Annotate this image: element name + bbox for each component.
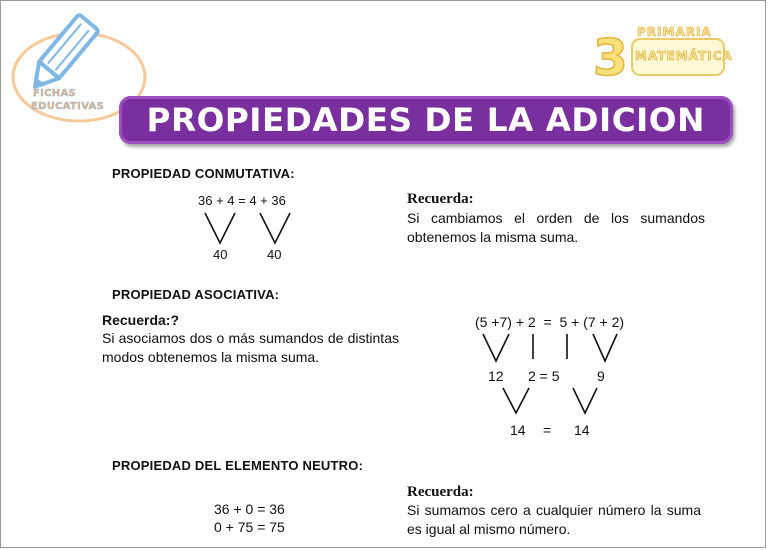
asociativa-mid-c: 9 (597, 368, 605, 384)
asociativa-final-eq: = (543, 422, 552, 438)
recuerda-title-neutro: Recuerda: (407, 484, 474, 500)
grade-number: 3 (593, 29, 628, 87)
badge-level: PRIMARIA (637, 25, 712, 39)
recuerda-body-neutro: Si sumamos cero a cualquier número la suma es igual al mismo número. (407, 502, 701, 537)
asociativa-mid-b: 2 = 5 (528, 368, 560, 384)
heading-conmutativa: PROPIEDAD CONMUTATIVA: (112, 166, 295, 181)
equation-neutro-1: 36 + 0 = 36 (214, 501, 285, 517)
heading-asociativa: PROPIEDAD ASOCIATIVA: (112, 287, 280, 302)
recuerda-body-conmutativa: Si cambiamos el orden de los sumandos obtenemos la misma suma. (407, 210, 705, 245)
equation-asociativa: (5 +7) + 2 = 5 + (7 + 2) (475, 314, 625, 330)
result-right-conmutativa: 40 (267, 247, 282, 262)
asociativa-final-right: 14 (574, 422, 590, 438)
asociativa-mid-a: 12 (488, 368, 504, 384)
equation-conmutativa: 36 + 4 = 4 + 36 (198, 193, 286, 208)
badge-subject: MATEMÁTICA (635, 49, 733, 63)
logo-text-line1: FICHAS (33, 88, 77, 99)
result-left-conmutativa: 40 (213, 247, 228, 262)
conmutativa-brackets (201, 211, 301, 247)
grade-badge (593, 19, 733, 89)
recuerda-title-conmutativa: Recuerda: (407, 191, 474, 207)
recuerda-title-asociativa: Recuerda:? (102, 312, 180, 328)
heading-neutro: PROPIEDAD DEL ELEMENTO NEUTRO: (112, 458, 364, 473)
equation-neutro-2: 0 + 75 = 75 (214, 519, 285, 535)
logo-text-line2: EDUCATIVAS (31, 101, 105, 112)
recuerda-body-asociativa: Si asociamos dos o más sumandos de distintas modos obtenemos la misma suma. (102, 330, 399, 365)
asociativa-final-left: 14 (510, 422, 526, 438)
page-title: PROPIEDADES DE LA ADICION (146, 101, 706, 139)
title-banner (119, 96, 733, 144)
